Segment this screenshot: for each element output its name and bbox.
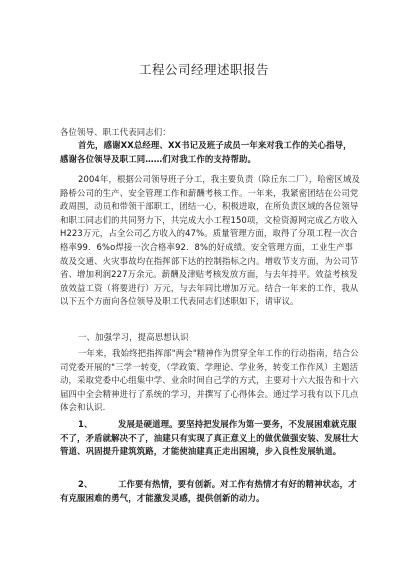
section-heading: 一、加强学习，提高思想认识 [78,332,189,342]
point-2 [60,478,360,505]
point-1-text: 发展是硬道理。要坚持把发展作为第一要务，不发展困难就克服不了，矛盾就解决不了，油建只有实现了真正意义上的做优做强安装、发展壮大管道、巩固提升建筑筑路，才能使油建真正走出困境，步入良性发展轨道。 [60,419,359,457]
paragraph-thanks: 首先，感谢XX总经理、XX书记及班子成员一年来对我工作的关心指导，感谢各位领导及职工同……们对我工作的支持帮助。 [60,140,352,164]
point-2-number: 2、 [78,479,93,489]
paragraph-study: 一年来，我始终把指挥部"两会"精神作为贯穿全年工作的行动指南，结合公司党委开展的"三学一转变，（学政策、学理论、学业务，转变工作作风）主题活动，采取党委中心组集中学、业余时间自己学的方式，主要对十六大报告和十六届四中全会精神进行了系统的学习，并撰写了心得体会。通过学习我有以下几点体会和认识． [60,348,359,413]
point-1 [60,418,360,459]
page-title: 工程公司经理述职报告 [138,62,269,77]
point-1-number: 1、 [78,419,93,429]
paragraph-summary: 2004年，根据公司领导班子分工，我主要负责（除丘东二厂），哈密区域及路桥公司的生产、安全管理工作和薪酬考核工作。一年来，我紧密团结在公司党政周围，动员和带领干部职工，团结一心，积极进取，在所负责区域的各位领导和职工同志们的共同努力下，共完成大小工程150项，文检资源网完成乙方收入H223万元，占全公司乙方收入的47%。质量管理方面，取得了分项工程一次合格率99．6%o焊接一次合格率92．8%的好成绩。安全管理方面，工业生产事故及交通、火灾事故均在指挥部下达的控制指标之内。增收节支方面，为公司节省、增加利润227万余元。薪酬及津贴考核发放方面，与去年持平。效益考核发放效益工资（将要进行）万元，与去年同比增加万元。结合一年来的工作，我从以下五个方面向各位领导及职工代表同志们述职如下，请审议。 [60,174,360,307]
point-2-text: 工作要有热情，要有创新。对工作有热情才有好的精神状态，才有克服困难的勇气，才能激发灵感，提供创新的动力。 [60,479,357,503]
salutation: 各位领导、职工代表同志们： [60,127,171,137]
